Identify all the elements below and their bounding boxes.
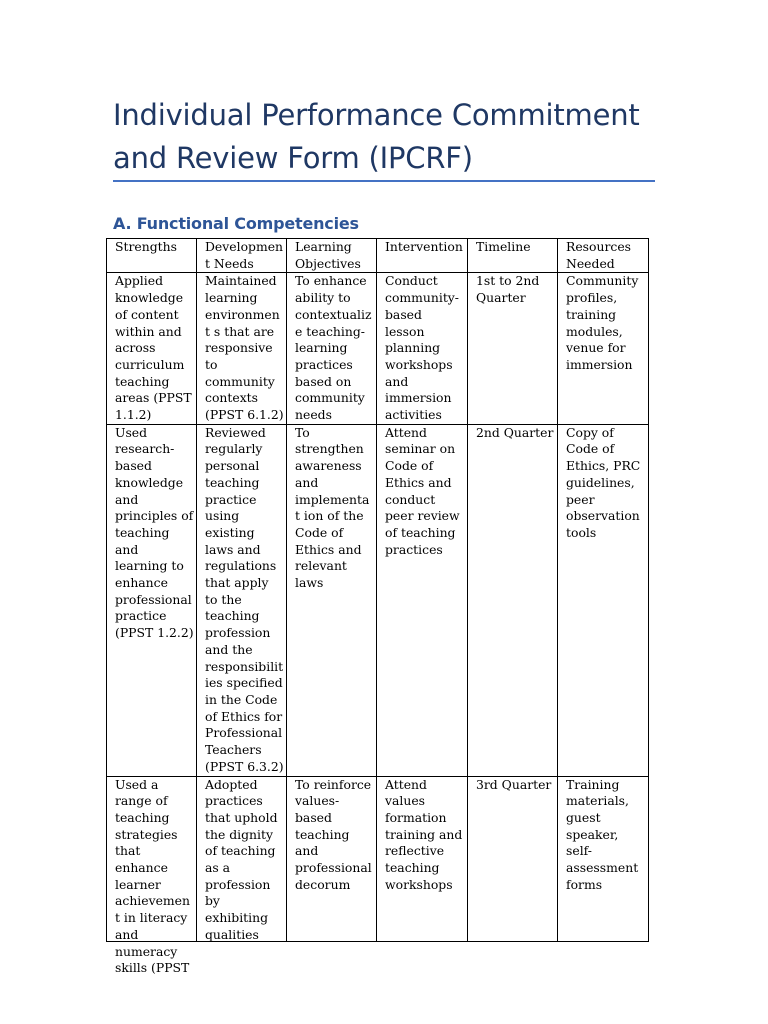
cell-strengths: Used research-based knowledge and principles of teaching and learning to enhance professional practice (PPST 1.2.2) xyxy=(107,424,197,776)
table-header-row xyxy=(107,239,649,273)
cell-learning-objectives: To enhance ability to contextualiz e teaching-learning practices based on community needs xyxy=(287,273,377,424)
cell-resources-needed: Copy of Code of Ethics, PRC guidelines, peer observation tools xyxy=(558,424,649,776)
cell-development-needs: Maintained learning environment s that are responsive to community contexts (PPST 6.1.2) xyxy=(197,273,287,424)
cell-development-needs: Reviewed regularly personal teaching practice using existing laws and regulations that apply to the teaching profession and the responsibilit ies specified in the Code of Ethics for Professional Teachers (PPST 6.3.2) xyxy=(197,424,287,776)
cell-text: Attend values formation training and reflective teaching workshops xyxy=(385,776,463,892)
table-row xyxy=(107,776,649,941)
header-learning-objectives: Learning Objectives xyxy=(287,239,377,273)
cell-learning-objectives xyxy=(287,776,377,941)
cell-timeline xyxy=(468,776,558,941)
cell-resources-needed xyxy=(558,776,649,941)
cell-text: Used a range of teaching strategies that enhance learner achievement in literacy and numeracy skills (PPST xyxy=(115,776,190,976)
cell-intervention: Attend seminar on Code of Ethics and conduct peer review of teaching practices xyxy=(377,424,468,776)
cell-text: Adopted practices that uphold the dignity of teaching as a profession by exhibiting qualities xyxy=(205,776,278,942)
header-development-needs: Developmen t Needs xyxy=(197,239,287,273)
cell-text: To reinforce values-based teaching and professional decorum xyxy=(295,776,372,892)
document-title: Individual Performance Commitment and Review Form (IPCRF) xyxy=(113,98,640,175)
title-underline xyxy=(113,180,655,182)
header-timeline: Timeline xyxy=(468,239,558,273)
cell-text: 3rd Quarter xyxy=(476,776,552,792)
header-intervention: Intervention xyxy=(377,239,468,273)
table-row xyxy=(107,424,649,776)
cell-intervention xyxy=(377,776,468,941)
table-row xyxy=(107,273,649,424)
cell-strengths xyxy=(107,776,197,976)
cell-intervention: Conduct community-based lesson planning workshops and immersion activities xyxy=(377,273,468,424)
header-strengths: Strengths xyxy=(107,239,197,273)
cell-timeline: 2nd Quarter xyxy=(468,424,558,776)
header-resources-needed: Resources Needed xyxy=(558,239,649,273)
cell-timeline: 1st to 2nd Quarter xyxy=(468,273,558,424)
section-heading: A. Functional Competencies xyxy=(113,214,359,233)
cell-strengths: Applied knowledge of content within and across curriculum teaching areas (PPST 1.1.2) xyxy=(107,273,197,424)
cell-development-needs xyxy=(197,776,287,941)
cell-learning-objectives: To strengthen awareness and implementat ion of the Code of Ethics and relevant laws xyxy=(287,424,377,776)
cell-resources-needed: Community profiles, training modules, venue for immersion xyxy=(558,273,649,424)
functional-competencies-table xyxy=(106,238,649,976)
cell-text: Training materials, guest speaker, self-assessment forms xyxy=(566,776,639,892)
